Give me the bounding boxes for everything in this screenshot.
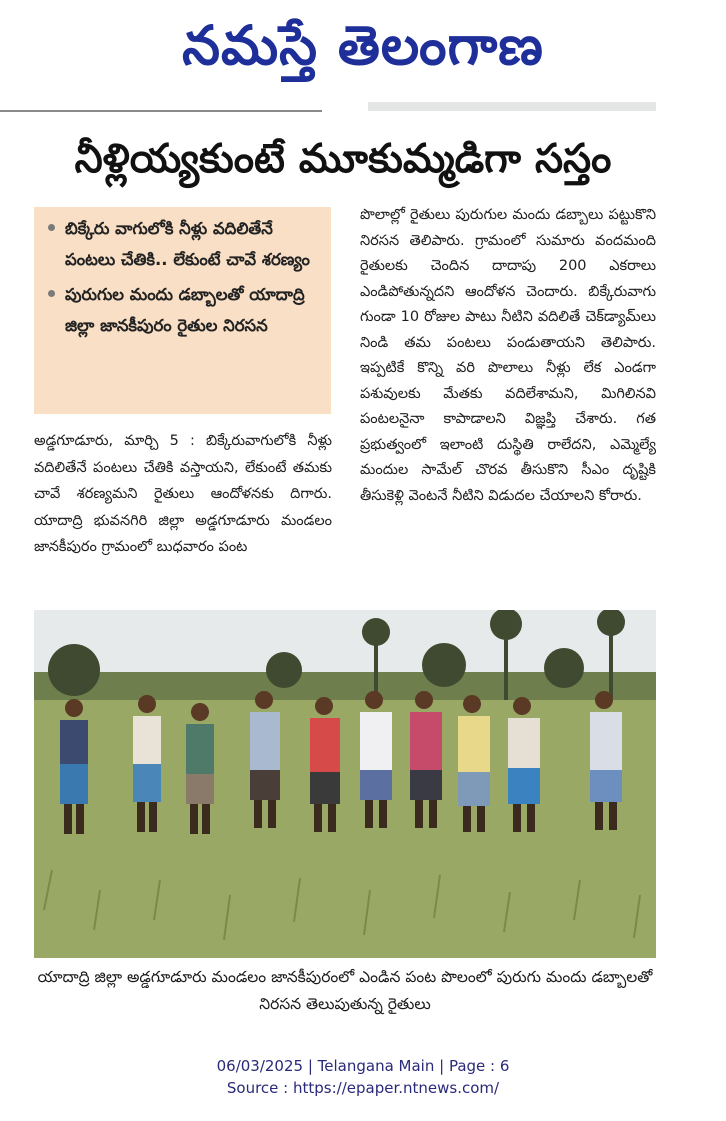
highlight-text: బిక్కేరు వాగులోకి నీళ్లు వదిలితేనే పంటలు చేతికి.. లేకుంటే చావే శరణ్యం [65, 219, 310, 269]
highlight-item [48, 279, 321, 341]
photo-caption: యాదాద్రి జిల్లా అడ్డగూడూరు మండలం జానకీపురంలో ఎండిన పంట పొలంలో పురుగు మందు డబ్బాలతో నిరసన తెలుపుతున్న రైతులు [37, 968, 653, 1013]
source-link[interactable]: Source : https://epaper.ntnews.com/ [226, 1079, 500, 1097]
page-footer [0, 1055, 726, 1099]
bullet-icon [48, 290, 55, 297]
farmers-protest-photo [34, 610, 656, 958]
article-body-right: పొలాల్లో రైతులు పురుగుల మందు డబ్బాలు పట్టుకొని నిరసన తెలిపారు. గ్రామంలో సుమారు వందమంది రైతులకు చెందిన దాదాపు 200 ఎకరాలు ఎండిపోతున్నదని ఆందోళన చెందారు. బిక్కేరువాగు గుండా 10 రోజుల పాటు నీటిని వదిలితే చెక్‌డ్యామ్‌లు నిండి తమ పంటలు పండుతాయని తెలిపారు. ఇప్పటికే కొన్ని వరి పొలాలు నీళ్లు లేక ఎండగా పశువులకు మేతకు వదిలేశామని, మిగిలినవి పంటలనైనా కాపాడాలని విజ్ఞప్తి చేశారు. గత ప్రభుత్వంలో ఇలాంటి దుస్థితి రాలేదని, ఎమ్మెల్యే మందుల సామేల్ చొరవ తీసుకొని సీఎం దృష్టికి తీసుకెళ్లి వెంటనే నీటిని విడుదల చేయాలని కోరారు. [360, 207, 656, 504]
bullet-icon [48, 224, 55, 231]
highlight-item [48, 213, 321, 275]
newspaper-masthead: నమస్తే తెలంగాణ [182, 14, 544, 77]
divider-left [0, 110, 322, 112]
highlights-box [34, 207, 331, 414]
photo-illustration [34, 610, 656, 958]
article-body-left: అడ్డగూడూరు, మార్చి 5 : బిక్కేరువాగులోకి నీళ్లు వదిలితేనే పంటలు చేతికి వస్తాయని, లేకుంటే తమకు చావే శరణ్యమని రైతులు ఆందోళనకు దిగారు. యాదాద్రి భువనగిరి జిల్లా అడ్డగూడూరు మండలం జానకీపురం గ్రామంలో బుధవారం పంట [34, 433, 332, 555]
article-headline: నీళ్లియ్యకుంటే మూకుమ్మడిగా సస్తం [74, 136, 612, 182]
divider-right [368, 102, 656, 111]
edition-info: 06/03/2025 | Telangana Main | Page : 6 [216, 1057, 510, 1075]
highlight-text: పురుగుల మందు డబ్బాలతో యాదాద్రి జిల్లా జానకీపురం రైతుల నిరసన [65, 285, 305, 335]
